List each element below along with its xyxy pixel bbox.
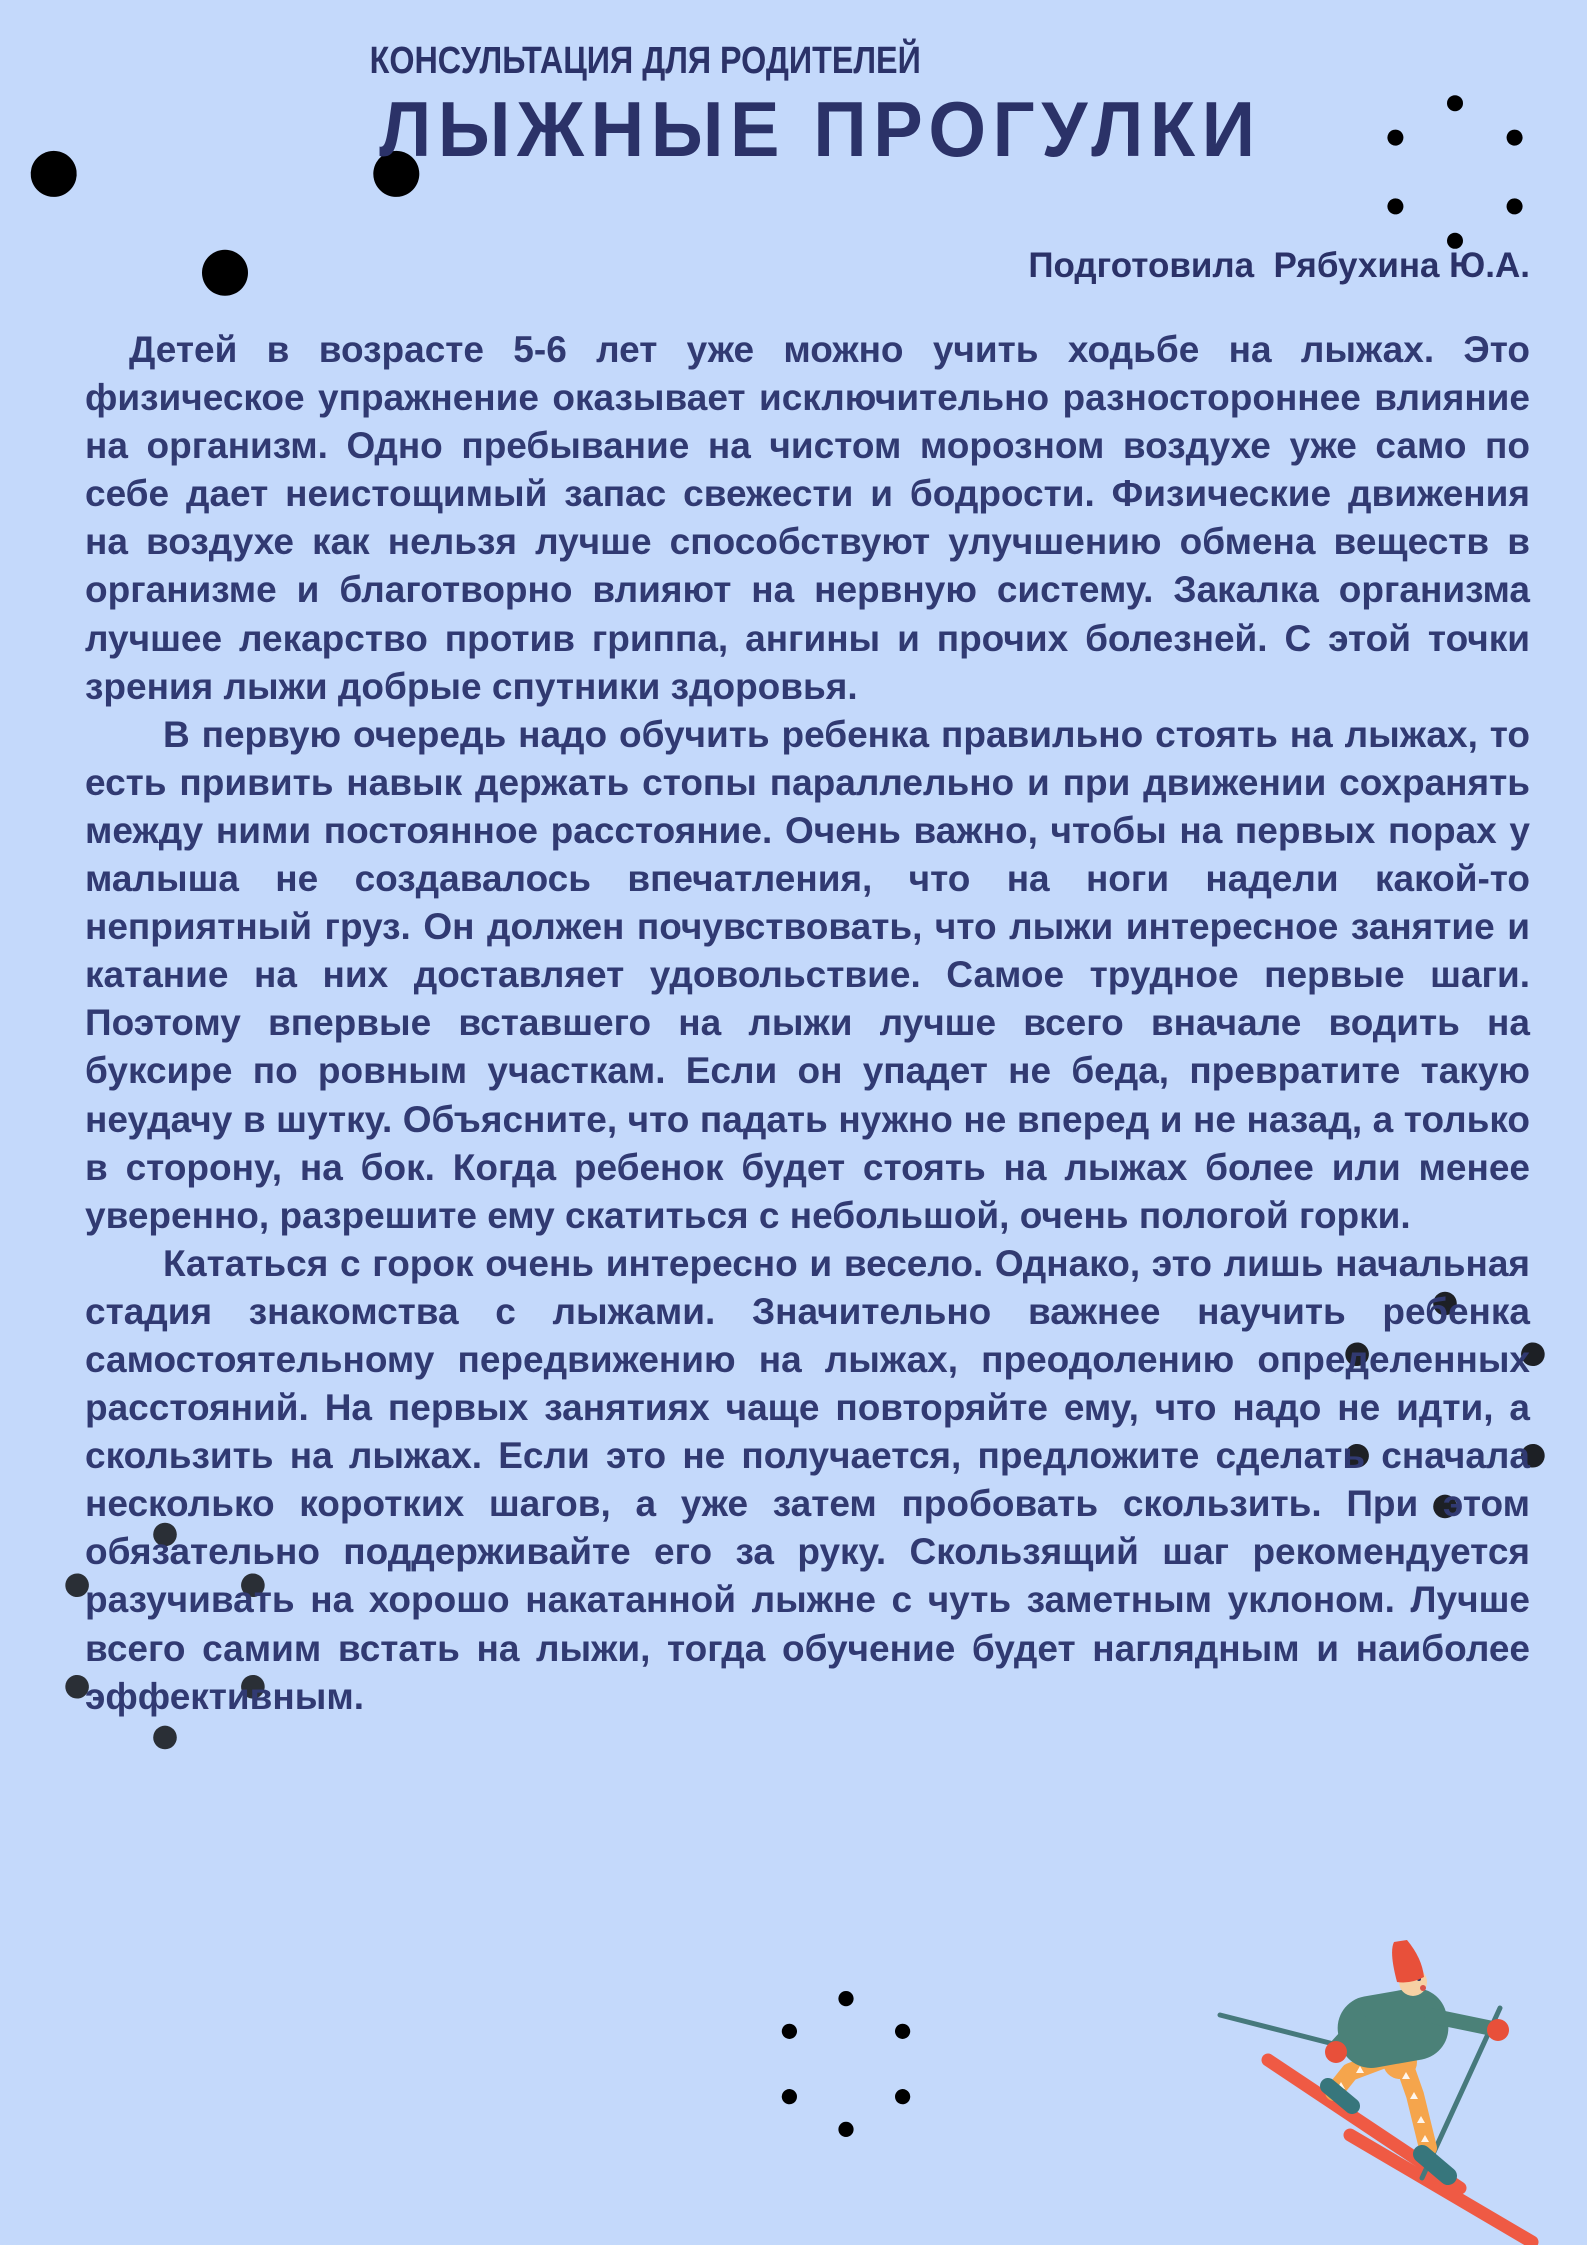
skier-hat [1392,1940,1424,1982]
page-title-text: ЛЫЖНЫЕ ПРОГУЛКИ [378,85,1262,173]
skier-right-mitten [1487,2019,1509,2041]
skier-illustration [1210,1930,1545,2245]
paragraph: В первую очередь надо обучить ребенка правильно стоять на лыжах, то есть привить навык держать стопы параллельно и при движении сохранять между ними постоянное расстояние. Очень важно, чтобы на первых порах у малыша не создавалось впечатления, что на ноги надели какой-то неприятный груз. Он должен почувствовать, что лыжи интересное занятие и катание на них доставляет удовольствие. Самое трудное первые шаги. Поэтому впервые вставшего на лыжи лучше всего вначале водить на буксире по ровным участкам. Если он упадет не беда, превратите такую неудачу в шутку. Объясните, что падать нужно не вперед и не назад, а только в сторону, на бок. Когда ребенок будет стоять на лыжах более или менее уверенно, разрешите ему скатиться с небольшой, очень пологой горки. [85,713,1530,1236]
document-kicker [0,40,1290,83]
ski-back [1350,2135,1532,2242]
author-line: Подготовила Рябухина Ю.А. [1028,246,1530,285]
paragraph: Детей в возрасте 5-6 лет уже можно учить ходьбе на лыжах. Это физическое упражнение оказывает исключительно разностороннее влияние на организм. Одно пребывание на чистом морозном воздухе уже само по себе дает неистощимый запас свежести и бодрости. Физические движения на воздухе как нельзя лучше способствуют улучшению обмена веществ в организме и благотворно влияют на нервную систему. Закалка организма лучшее лекарство против гриппа, ангины и прочих болезней. С этой точки зрения лыжи добрые спутники здоровья. [85,329,1530,707]
article-body [85,326,1530,1721]
paragraph: Кататься с горок очень интересно и весело. Однако, это лишь начальная стадия знакомства с лыжами. Значительно важнее научить ребенка самостоятельному передвижению на лыжах, преодолению определенных расстояний. На первых занятиях чаще повторяйте ему, что надо не идти, а скользить на лыжах. Если это не получается, предложите сделать сначала несколько коротких шагов, а уже затем пробовать скользить. При этом обязательно поддерживайте его за руку. Скользящий шаг рекомендуется разучивать на хорошо накатанной лыжне с чуть заметным уклоном. Лучше всего самим встать на лыжи, тогда обучение будет наглядным и наиболее эффективным. [85,1242,1530,1717]
skier-left-mitten [1325,2041,1347,2063]
snowflake-icon [770,1988,922,2140]
skier-back-leg [1402,2058,1428,2148]
kicker-text: КОНСУЛЬТАЦИЯ ДЛЯ РОДИТЕЛЕЙ [369,40,921,82]
page-title [55,84,1585,175]
